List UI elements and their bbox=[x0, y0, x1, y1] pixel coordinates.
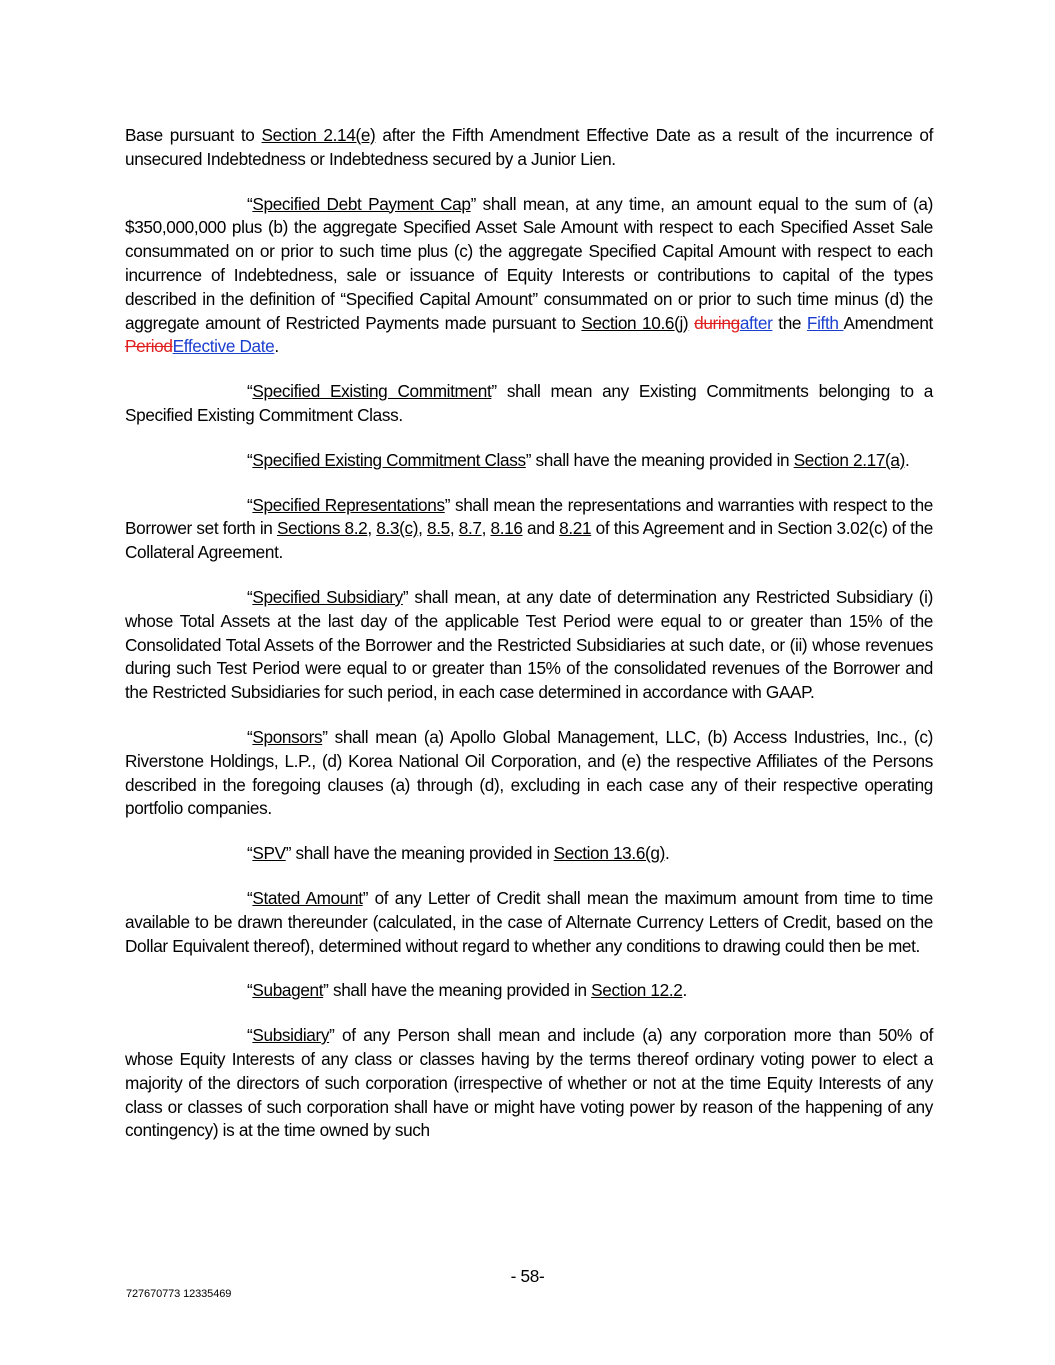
defined-term: Stated Amount bbox=[252, 887, 363, 908]
document-body bbox=[125, 124, 933, 1164]
defined-term: Specified Debt Payment Cap bbox=[252, 193, 471, 214]
section-reference: 8.16 bbox=[490, 518, 523, 539]
definition-sponsors: “Sponsors” shall mean (a) Apollo Global Management, LLC, (b) Access Industries, Inc., (c) Riverstone Holdings, L.P., (d) Korea National Oil Corporation, and (e) the respective Affiliates of the Persons described in the foregoing clauses (a) through (d), excluding in each case any of their respective operating portfolio companies. bbox=[125, 726, 933, 819]
defined-term: Specified Representations bbox=[252, 494, 445, 515]
definition-stated-amount: “Stated Amount” of any Letter of Credit shall mean the maximum amount from time to time available to be drawn thereunder (calculated, in the case of Alternate Currency Letters of Credit, based on the Dollar Equivalent thereof), determined without regard to whether any conditions to drawing could then be met. bbox=[125, 887, 934, 956]
section-reference: 8.3(c) bbox=[376, 518, 419, 539]
definition-subagent: “Subagent” shall have the meaning provided in Section 12.2. bbox=[247, 980, 687, 1001]
section-reference: 8.21 bbox=[559, 518, 592, 539]
section-reference: Section 13.6(g) bbox=[553, 843, 665, 864]
page-number: - 58- bbox=[510, 1266, 545, 1286]
definition-subsidiary: “Subsidiary” of any Person shall mean and include (a) any corporation more than 50% of whose Equity Interests of any class or classes having by the terms thereof ordinary voting power to elect a majority of the directors of such corporation (irrespective of whether or not at the time Equity Interests of any class or classes of such corporation shall have or might have voting power by reason of the happening of any contingency) is at the time owned by such bbox=[125, 1025, 933, 1141]
inserted-text: Effective Date bbox=[172, 336, 275, 357]
defined-term: Specified Subsidiary bbox=[252, 586, 403, 607]
definition-specified-existing-commitment: “Specified Existing Commitment” shall mean any Existing Commitments belonging to a Specified Existing Commitment Class. bbox=[125, 381, 933, 425]
defined-term: Subagent bbox=[252, 980, 324, 1001]
document-id: 727670773 12335469 bbox=[126, 1288, 232, 1300]
defined-term: SPV bbox=[252, 843, 286, 864]
defined-term: Sponsors bbox=[252, 726, 323, 747]
section-reference: 8.5 bbox=[427, 518, 450, 539]
defined-term: Specified Existing Commitment Class bbox=[252, 449, 526, 470]
deleted-text: during bbox=[694, 312, 740, 333]
definition-spv: “SPV” shall have the meaning provided in Section 13.6(g). bbox=[247, 843, 670, 864]
section-reference: Section 12.2 bbox=[591, 980, 683, 1001]
definition-specified-debt-payment-cap: “Specified Debt Payment Cap” shall mean, at any time, an amount equal to the sum of (a) $350,000,000 plus (b) the aggregate Specified Asset Sale Amount with respect to each Specified Asset Sale consummated on or prior to such time plus (c) the aggregate Specified Capital Amount with respect to each incurrence of Indebtedness, sale or issuance of Equity Interests or contributions to capital of the types described in the definition of “Specified Capital Amount” consummated on or prior to such time minus (d) the aggregate amount of Restricted Payments made pursuant to Section 10.6(j) duringafter the Fifth Amendment PeriodEffective Date. bbox=[125, 193, 934, 357]
section-reference: Section 2.17(a) bbox=[793, 449, 905, 470]
definition-specified-subsidiary: “Specified Subsidiary” shall mean, at any date of determination any Restricted Subsidiary (i) whose Total Assets at the last day of the applicable Test Period were equal to or greater than 15% of the Consolidated Total Assets of the Borrower and the Restricted Subsidiaries at such date, or (ii) whose revenues during such Test Period were equal to or greater than 15% of the consolidated revenues of the Borrower and the Restricted Subsidiaries for such period, in each case determined in accordance with GAAP. bbox=[125, 586, 933, 703]
section-reference: Section 2.14(e) bbox=[261, 125, 376, 145]
inserted-text: Fifth bbox=[806, 312, 844, 333]
inserted-text: after bbox=[739, 312, 773, 333]
section-reference: Sections 8.2 bbox=[276, 518, 368, 539]
section-reference: 8.7 bbox=[458, 518, 482, 539]
defined-term: Specified Existing Commitment bbox=[252, 381, 492, 402]
definition-specified-representations: “Specified Representations” shall mean the representations and warranties with respect to the Borrower set forth in Sections 8.2, 8.3(c), 8.5, 8.7, 8.16 and 8.21 of this Agreement and in Section 3.02(c) of the Collateral Agreement. bbox=[125, 494, 933, 563]
section-reference: Section 10.6(j) bbox=[581, 312, 689, 333]
deleted-text: Period bbox=[125, 336, 173, 357]
definition-specified-existing-commitment-class: “Specified Existing Commitment Class” shall have the meaning provided in Section 2.17(a). bbox=[247, 449, 910, 470]
paragraph-continuation: Base pursuant to Section 2.14(e) after the Fifth Amendment Effective Date as a result of the incurrence of unsecured Indebtedness or Indebtedness secured by a Junior Lien. bbox=[125, 125, 933, 169]
defined-term: Subsidiary bbox=[252, 1025, 330, 1046]
